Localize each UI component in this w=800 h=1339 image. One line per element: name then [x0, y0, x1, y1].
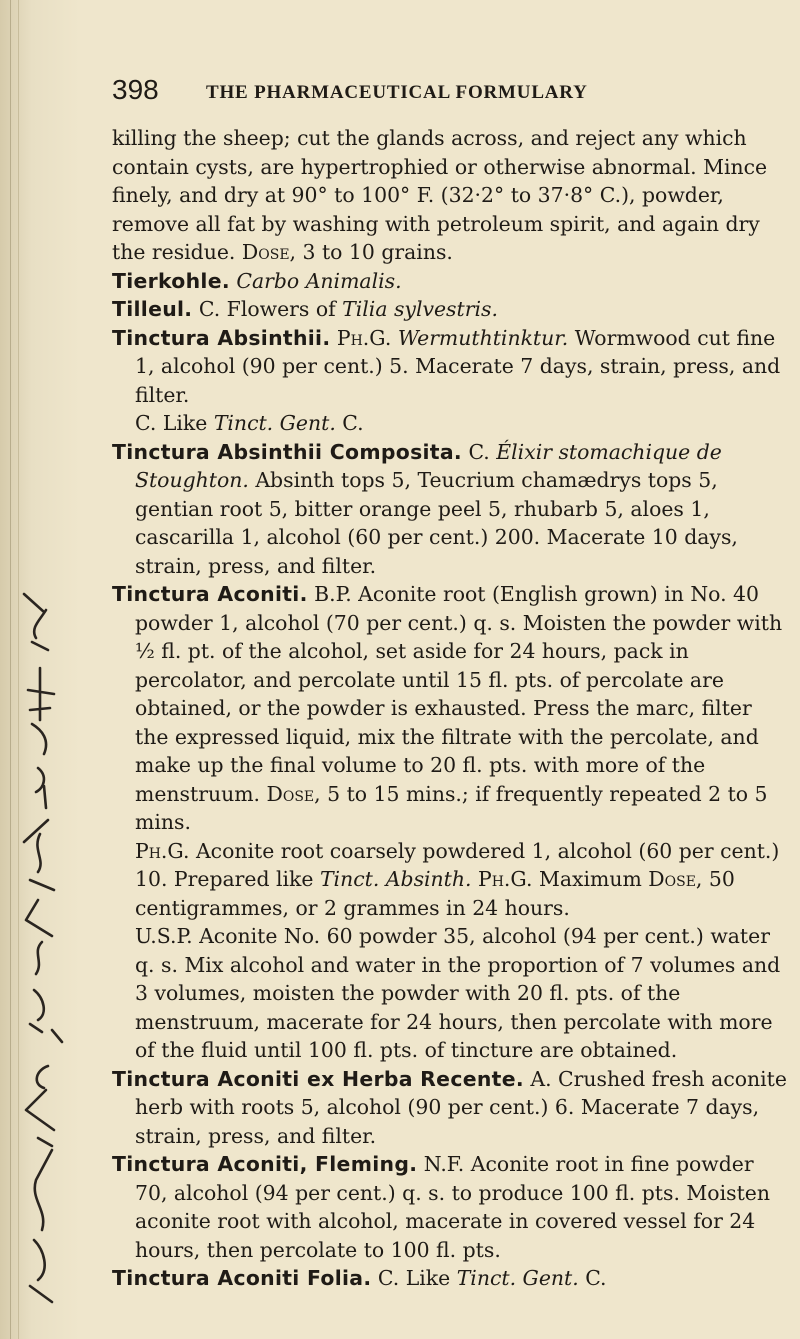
page-header [112, 74, 787, 114]
dose-label: Dose, [241, 240, 297, 264]
entry-text: C. [342, 411, 364, 435]
entry-synonym: Carbo Animalis. [236, 268, 402, 293]
entry-title: Tinctura Absinthii Composita. [112, 439, 462, 464]
entry-text: U.S.P. Aconite No. 60 powder 35, alcohol (94 per cent.) water q. s. Mix alcohol and water in the proportion of 7 volumes and 3 volumes, moisten the powder with 20 fl. pts. of the menstruum, macerate for 24 hours, then percolate with more of the fluid until 100 fl. pts. of tincture are obtained. [135, 924, 781, 1062]
entry-text: N.F. Aconite root in fine powder 70, alcohol (94 per cent.) q. s. to produce 100 fl. pts. Moisten aconite root with alcohol, macerate in covered vessel for 24 hours, then percolate to 100 fl. pts. [135, 1152, 770, 1262]
entry-tilleul [112, 295, 788, 324]
entry-reference: Tinct. Gent. [213, 411, 336, 435]
entry-title: Tierkohle. [112, 268, 230, 293]
entry-title: Tinctura Absinthii. [112, 325, 331, 350]
entry-tinctura-absinthii [112, 324, 788, 410]
entry-reference: Tinct. Gent. [456, 1266, 579, 1290]
entry-text: Wormwood cut fine 1, alcohol (90 per cent.) 5. Macerate 7 days, strain, press, and filter. [135, 325, 781, 407]
entry-synonym: Wermuthtinktur. [397, 325, 569, 350]
entry-text: C. Like [377, 1266, 451, 1290]
entry-title: Tinctura Aconiti Folia. [112, 1266, 372, 1290]
entry-title: Tinctura Aconiti. [112, 582, 308, 606]
entry-synonym: Tilia sylvestris. [342, 297, 498, 321]
entry-text: C. Like [135, 411, 208, 435]
dose-text: 50 centigrammes, or 2 grammes in 24 hours. [135, 867, 735, 920]
entry-sub-paragraph [112, 409, 788, 438]
dose-label: Dose, [266, 781, 321, 806]
entry-text: C. [585, 1266, 607, 1290]
entry-text: Absinth tops 5, Teucrium chamædrys tops 5, gentian root 5, bitter orange peel 5, rhubarb 5, aloes 1, cascarilla 1, alcohol (60 per cent.) 200. Macerate 10 days, strain, press, and filter. [135, 468, 738, 578]
continued-paragraph [112, 124, 788, 267]
entry-text: A. Crushed fresh aconite herb with roots 5, alcohol (90 per cent.) 6. Macerate 7 days, strain, press, and filter. [135, 1066, 787, 1148]
dose-text: 5 to 15 mins.; if frequently repeated 2 to 5 mins. [135, 781, 768, 834]
entry-text: Maximum [538, 867, 642, 891]
entry-title: Tinctura Aconiti, Fleming. [112, 1152, 418, 1176]
entry-tinctura-aconiti-herba [112, 1065, 788, 1151]
entry-text: B.P. Aconite root (English grown) in No. 40 powder 1, alcohol (70 per cent.) q. s. Moisten the powder with ½ fl. pt. of the alcohol, set aside for 24 hours, pack in percolator, and percolate until 15 fl. pts. of percolate are obtained, or the powder is exhausted. Press the marc, filter the expressed liquid, mix the filtrate with the percolate, and make up the final volume to 20 fl. pts. with more of the menstruum. [135, 582, 783, 806]
entry-reference: Tinct. Absinth. [319, 867, 472, 891]
dose-text: 3 to 10 grains. [302, 240, 453, 264]
entry-source: Ph.G. [135, 838, 190, 863]
entry-text: C. Flowers of [198, 297, 336, 321]
page-body [112, 124, 788, 1293]
entry-text: Aconite root coarsely powdered 1, alcohol (60 per cent.) 10. Prepared like [135, 838, 780, 891]
entry-sub-paragraph [112, 922, 788, 1065]
entry-synonym: Élixir stomachique de Stoughton. [135, 439, 722, 492]
entry-title: Tinctura Aconiti ex Herba Recente. [112, 1066, 524, 1091]
entry-tinctura-aconiti-folia [112, 1264, 788, 1293]
entry-source: Ph.G. [336, 325, 392, 350]
entry-source: C. [468, 439, 490, 464]
entry-tinctura-aconiti-fleming [112, 1150, 788, 1264]
dose-label: Dose, [648, 867, 703, 891]
entry-title: Tilleul. [112, 297, 193, 321]
paragraph-text: killing the sheep; cut the glands across, and reject any which contain cysts, are hypertrophied or otherwise abnormal. Mince finely, and dry at 90° to 100° F. (32·2° to 37·8° C.), powder, remove all fat by washing with petroleum spirit, and again dry the residue. [112, 126, 768, 264]
margin-handwriting [18, 590, 78, 1310]
page-number: 398 [112, 74, 159, 105]
entry-source: Ph.G. [477, 867, 533, 891]
running-title: THE PHARMACEUTICAL FORMULARY [206, 82, 588, 103]
entry-tinctura-aconiti [112, 580, 788, 837]
entry-tinctura-absinthii-composita [112, 438, 788, 581]
binding-edge-line [10, 0, 11, 1339]
entry-tierkohle [112, 267, 788, 296]
binding-gutter [0, 0, 80, 1339]
entry-sub-paragraph [112, 837, 788, 923]
